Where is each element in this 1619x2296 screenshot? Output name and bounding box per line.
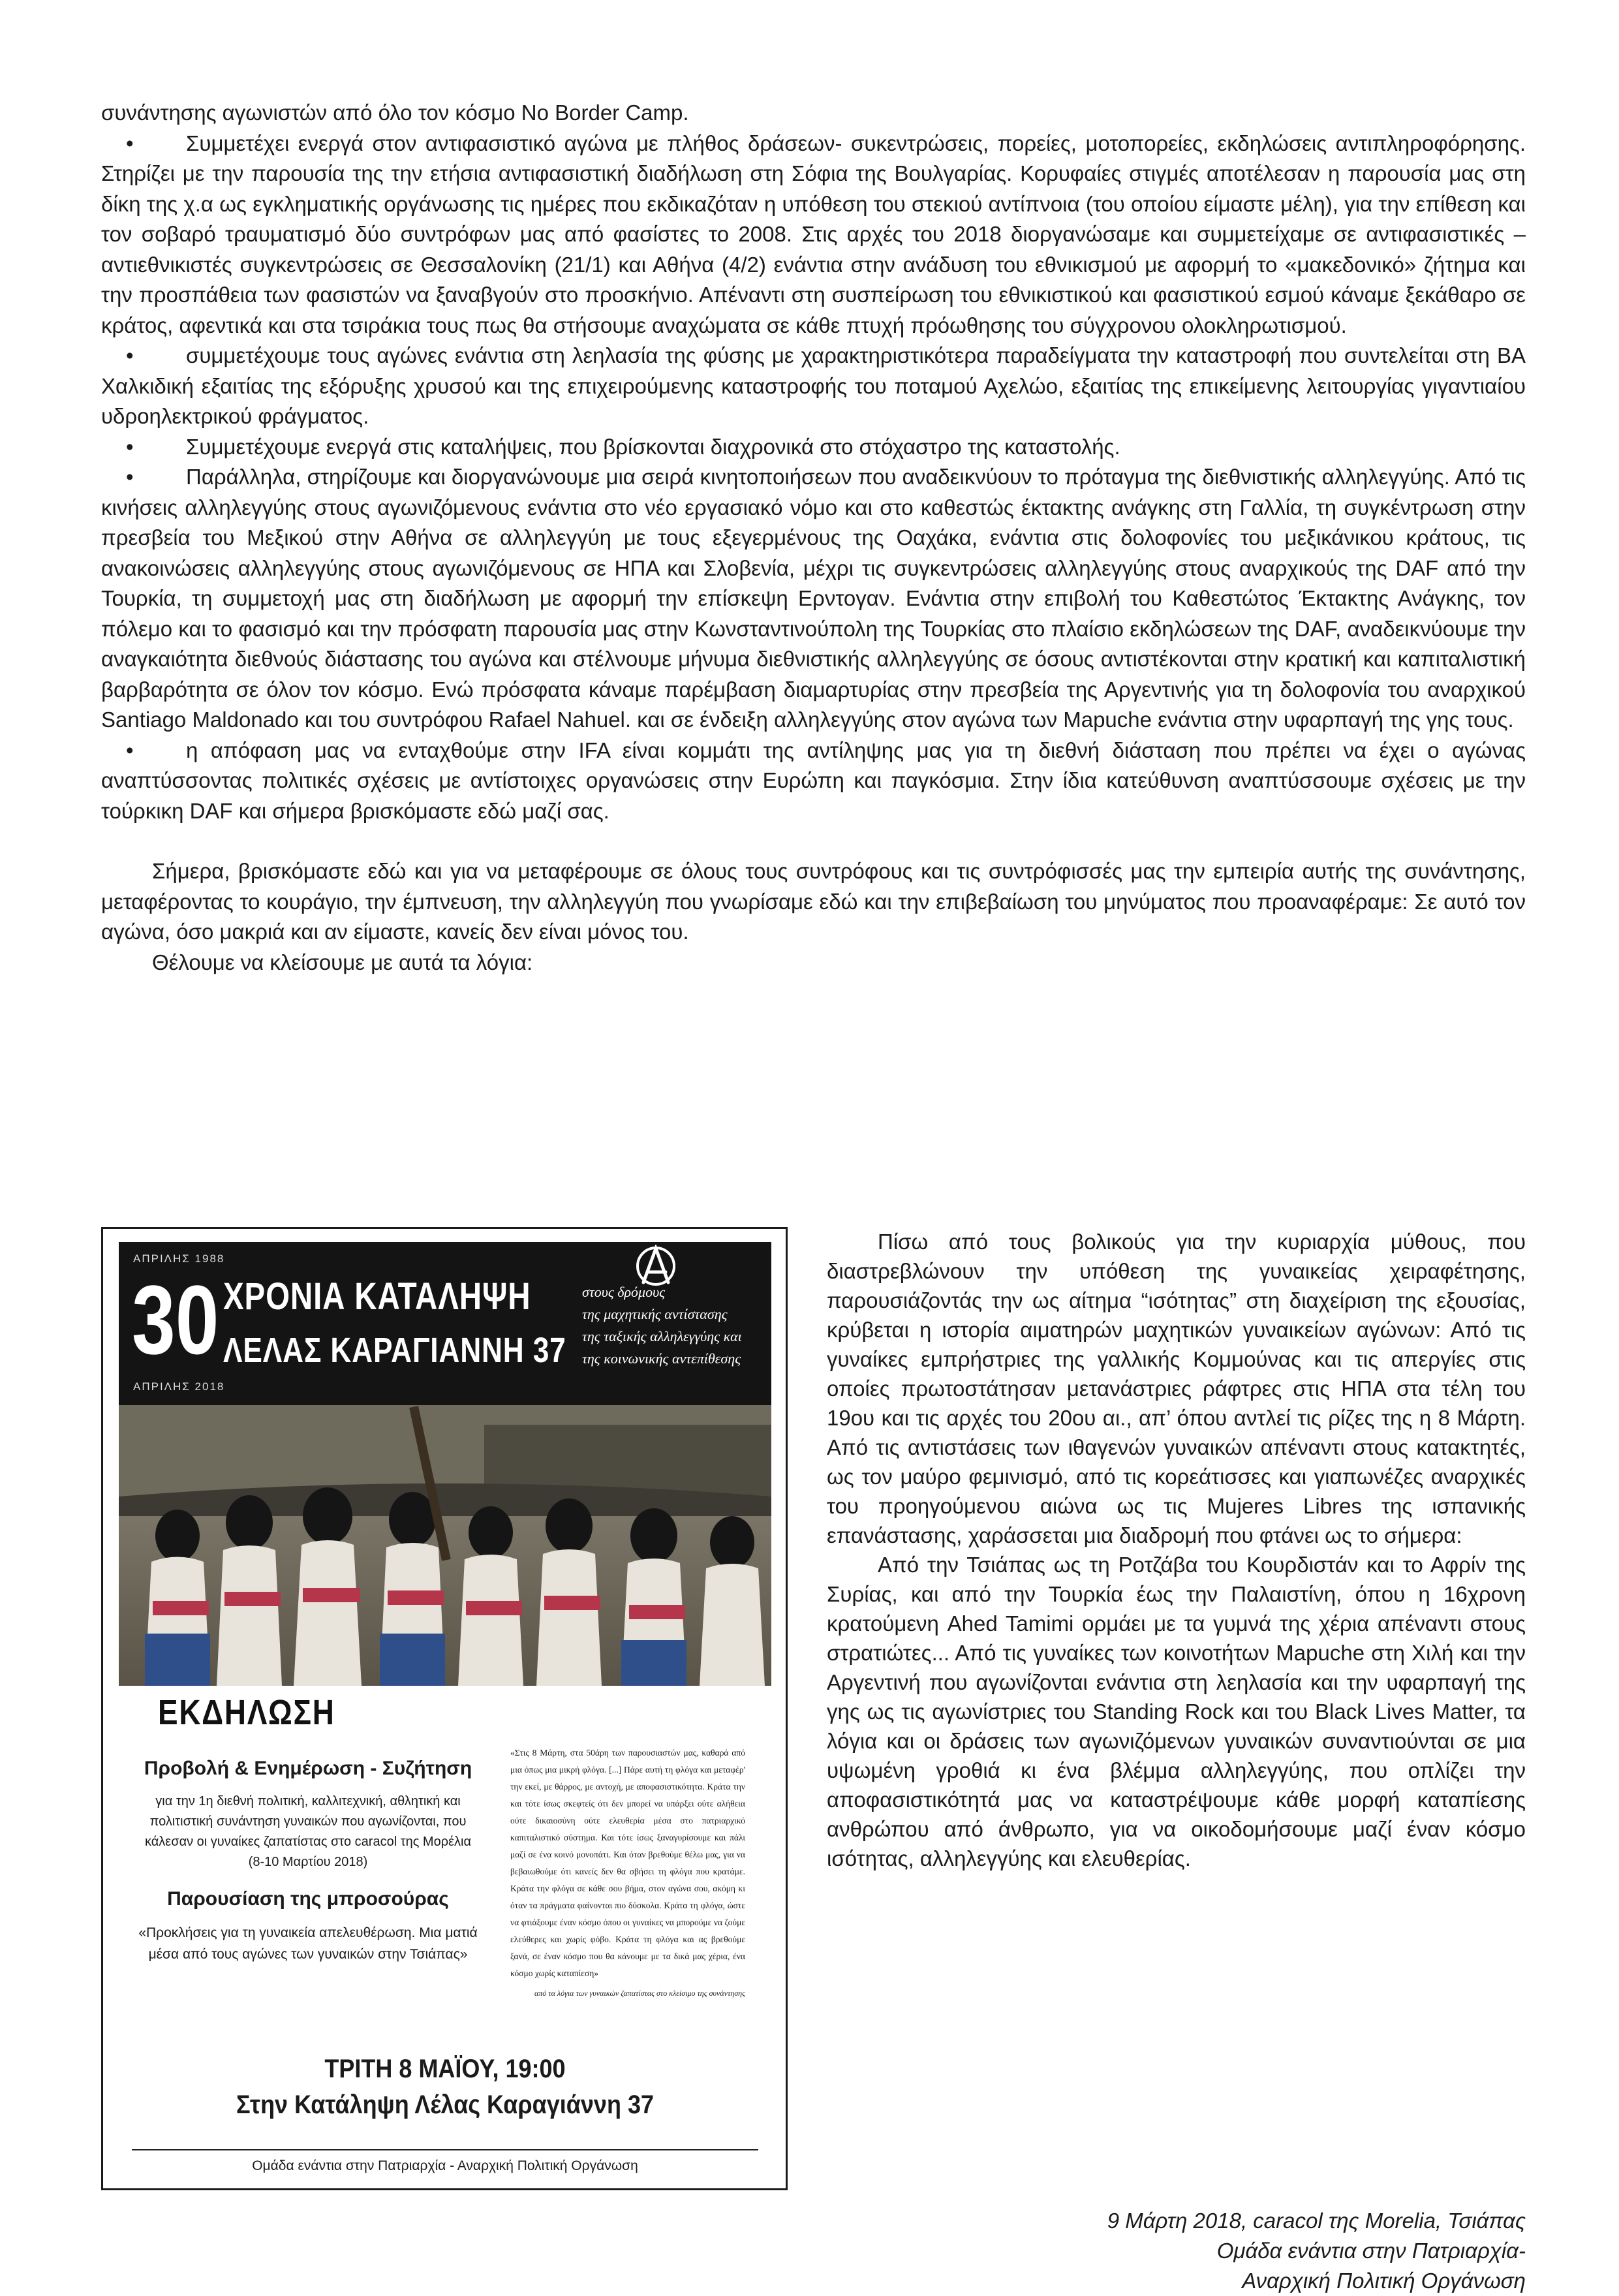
tagline-line: της μαχητικής αντίστασης [582,1306,728,1322]
right-paragraph: Πίσω από τους βολικούς για την κυριαρχία μύθους, που διαστρεβλώνουν την υπόθεση της γυναικείας χειραφέτησης, παρουσιάζοντάς την ως αίτημα “ισότητας” στη διαχείριση της εξουσίας, κρύβεται η ιστορία αιματηρών μαχητικών γυναικείων αγώνων: Από τις γυναίκες εμπρήστριες της γαλλικής Κομμούνας και τις απεργίες στις οποίες πρωτοστάτησαν μετανάστριες ράφτρες στις ΗΠΑ στα τέλη του 19ου και τις αρχές του 20ου αι., απ’ όπου αντλεί τις ρίζες της η 8 Μάρτη. Από τις αντιστάσεις των ιθαγενών γυναικών απέναντι στους κατακτητές, ως τον μαύρο φεμινισμό, από τις κορεάτισσες και γιαπωνέζες αναρχικές του προηγούμενου αιώνα ως τις Mujeres Libres της ισπανικής επανάστασης, χαράσσεται μια διαδρομή που φτάνει ως το σήμερα: [827,1230,1526,1547]
poster-place: Στην Κατάληψη Λέλας Καραγιάννη 37 [236,2090,654,2119]
bullet-dot: • [126,434,134,459]
bullet-item [101,462,1526,736]
poster-big-number: 30 [132,1265,219,1374]
poster-quote-text: «Στις 8 Μάρτη, στα 50άρη των παρουσιαστών μας, καθαρά από μια όπως μια μικρή φλόγα. [...] Πάρε αυτή τη φλόγα και μεταφέρ' την εκεί, με θάρρος, με αντοχή, με αποφασιστικότητα. Κράτα την και τότε ίσως σκεφτείς ότι δεν μπορεί να υπάρξει ούτε αλήθεια ούτε δικαιοσύνη ούτε ελευθερία μέσα στο πατριαρχικό καπιταλιστικό σύστημα. Και τότε ίσως ξαναγυρίσουμε και πάλι μαζί σε ένα κοινό μονοπάτι. Και όταν βρεθούμε θέλω μας, για να βεβαιωθούμε ότι κανείς δεν θα σβήσει τη φλόγα που κρατάμε. Κράτα την φλόγα σε κάθε σου βήμα, στον αγώνα σου, ακόμη κι όταν τα πράγματα φαίνονται πιο δύσκολα. Κράτα τη φλόγα, ώστε να φτιάξουμε έναν κόσμο όπου οι γυναίκες να μπορούμε να ζούμε ελεύθερες και χωρίς φόβο. Κράτα τη φλόγα και ας βρεθούμε ξανά, σε έναν κόσμο που θα κάνουμε με τα δικά μας χέρια, ένα κόσμο χωρίς καταπίεση» [510,1748,745,1978]
right-paragraph: Από την Τσιάπας ως τη Ροτζάβα του Κουρδιστάν και το Αφρίν της Συρίας, και από την Τουρκία έως την Παλαιστίνη, όπου η 16χρονη κρατούμενη Ahed Tamimi ορμάει με τα γυμνά της χέρια απέναντι στους στρατιώτες... Από τις γυναίκες των κοινοτήτων Mapuche στη Χιλή και την Αργεντινή που αγωνίζονται ενάντια στη λεηλασία και την υφαρπαγή της γης ως τις αγωνίστριες του Standing Rock και του Black Lives Matter, τα λόγια και οι δράσεις των αγωνιζόμενων γυναικών συναντιούνται σε μια υψωμένη γροθιά κι ένα βλέμμα αλληλεγγύης, που οπλίζει την αποφασιστικότητά μας να καταστρέψουμε κάθε μορφή καταπίεσης ανθρώπου από άνθρωπο, για να οικοδομήσουμε μαζί έναν κόσμο ισότητας, αλληλεγγύης και ελευθερίας. [827,1553,1526,1870]
tagline-line: της κοινωνικής αντεπίθεσης [582,1350,741,1367]
poster-details [119,1686,771,2182]
poster-photo-zapatista-women [119,1405,771,1686]
right-column-text [827,1227,1526,1873]
poster-event-info [138,1758,478,1965]
bullet-text: Παράλληλα, στηρίζουμε και διοργανώνουμε μια σειρά κινητοποιήσεων που αναδεικνύουν το πρόταγμα της διεθνιστικής αλληλεγγύης. Από τις κινήσεις αλληλεγγύης στους αγωνιζόμενους ενάντια στο νέο εργασιακό νόμο και στο καθεστώς έκτακτης ανάγκης στη Γαλλία, τη συγκέντρωση στην πρεσβεία του Μεξικού στην Αθήνα σε αλληλεγγύη με τους εξεγερμένους της Οαχάκα, ενάντια στις δολοφονίες του μεξικάνικου κράτους, τις ανακοινώσεις αλληλεγγύης στους αγωνιζόμενους σε ΗΠΑ και Σλοβενία, μέχρι τις συγκεντρώσεις αλληλεγγύης στους αναρχικούς της DAF από την Τουρκία, τη συμμετοχή μας στη διαδήλωση με αφορμή την επίσκεψη Ερντογαν. Ενάντια στην επιβολή του Καθεστώτος Έκτακτης Ανάγκης, τον πόλεμο και το φασισμό και την πρόσφατη παρουσία μας στην Κωνσταντινούπολη της Τουρκίας στο πλαίσιο εκδηλώσεων της DAF, αναδεικνύουμε την αναγκαιότητα διεθνούς διάστασης του αγώνα και στέλνουμε μήνυμα διεθνιστικής αλληλεγγύης σε όσους αντιστέκονται στην κρατική και καπιταλιστική βαρβαρότητα σε όλον τον κόσμο. Ενώ πρόσφατα κάναμε παρέμβαση διαμαρτυρίας στην πρεσβεία της Αργεντινής για τη δολοφονία του αναρχικού Santiago Maldonado και του συντρόφου Rafael Nahuel. και σε ένδειξη αλληλεγγύης στον αγώνα των Mapuche ενάντια στην υφαρπαγή της γης τους. [101,465,1526,732]
bullet-text: συμμετέχουμε τους αγώνες ενάντια στη λεηλασία της φύσης με χαρακτηριστικότερα παραδείγματα την καταστροφή που συντελείται στη ΒΑ Χαλκιδική εξαιτίας της εξόρυξης χρυσού και της επιχειρούμενης καταστροφής του ποταμού Αχελώο, εξαιτίας της επικείμενης λειτουργίας γιγαντιαίου υδροηλεκτρικού φράγματος. [101,343,1526,428]
poster-brochure-title: «Προκλήσεις για τη γυναικεία απελευθέρωση. Μια ματιά μέσα από τους αγώνες των γυναικών στην Τσιάπας» [138,1925,478,1962]
bullet-dot: • [126,131,134,155]
paragraph-today: Σήμερα, βρισκόμαστε εδώ και για να μεταφέρουμε σε όλους τους συντρόφους και τις συντρόφισσές μας την εμπειρία αυτής της συνάντησης, μεταφέροντας το κουράγιο, την έμπνευση, την αλληλεγγύη που γνωρίσαμε εδώ και την επιβεβαίωση του μηνύματος που προαναφέραμε: Σε αυτό τον αγώνα, όσο μακριά και αν είμαστε, κανείς δεν είναι μόνος του. [101,859,1526,944]
lower-section [101,1227,1526,2293]
bullet-dot: • [126,465,134,489]
poster-quote [510,1745,745,2002]
poster-event-word: ΕΚΔΗΛΩΣΗ [158,1693,335,1732]
poster-quote-signature: από τα λόγια των γυναικών ζαπατίστας στο κλείσιμο της συνάντησης [534,1989,745,1998]
bullet-item [101,432,1526,463]
signature-line: Ομάδα ενάντια στην Πατριαρχία- [1216,2239,1526,2263]
poster-tagline [582,1281,771,1370]
poster-year-bottom: ΑΠΡΙΛΗΣ 2018 [133,1380,225,1393]
poster-title-line1: ΧΡΟΝΙΑ ΚΑΤΑΛΗΨΗ [223,1275,531,1318]
bullet-item [101,129,1526,341]
signature-line: 9 Μάρτη 2018, caracol της Morelia, Τσιάπας [1107,2209,1526,2233]
signature-block [938,2206,1526,2296]
paragraph-close: Θέλουμε να κλείσουμε με αυτά τα λόγια: [152,950,533,974]
bullet-text: Συμμετέχουμε ενεργά στις καταλήψεις, που βρίσκονται διαχρονικά στο στόχαστρο της καταστολής. [186,434,1120,459]
poster-year-top: ΑΠΡΙΛΗΣ 1988 [133,1252,225,1265]
bullet-text: η απόφαση μας να ενταχθούμε στην IFA είναι κομμάτι της αντίληψης μας για τη διεθνή διάσταση που πρέπει να έχει ο αγώνας αναπτύσσοντας πολιτικές σχέσεις με αντίστοιχες οργανώσεις στην Ευρώπη και παγκόσμια. Στην ίδια κατεύθυνση αναπτύσσουμε σχέσεις με την τούρκικη DAF και σήμερα βρισκόμαστε εδώ μαζί σας. [101,737,1526,823]
signature-line: Αναρχική Πολιτική Οργάνωση [1242,2269,1526,2293]
poster-footer: Ομάδα ενάντια στην Πατριαρχία - Αναρχική Πολιτική Οργάνωση [252,2158,638,2173]
bullet-item [101,341,1526,432]
poster-heading-screening: Προβολή & Ενημέρωση - Συζήτηση [144,1758,472,1779]
tagline-line: στους δρόμους [582,1284,666,1300]
tagline-line: της ταξικής αλληλεγγύης και [582,1328,742,1344]
poster-heading-brochure: Παρουσίαση της μπροσούρας [167,1888,449,1910]
poster-header [119,1242,771,1405]
bullet-dot: • [126,737,134,762]
bullet-item [101,736,1526,827]
poster-divider [132,2149,758,2150]
event-poster [101,1227,788,2190]
poster-title-line2: ΛΕΛΑΣ ΚΑΡΑΓΙΑΝΝΗ 37 [223,1331,566,1370]
bullet-text: Συμμετέχει ενεργά στον αντιφασιστικό αγώνα με πλήθος δράσεων- συκεντρώσεις, πορείες, μοτοπορείες, εκδηλώσεις αντιπληροφόρησης. Στηρίζει με την παρουσία της την ετήσια αντιφασιστική διαδήλωση στη Σόφια της Βουλγαρίας. Κορυφαίες στιγμές αποτέλεσαν η παρουσία μας στη δίκη της χ.α ως εγκληματικής οργάνωσης τις ημέρες που εκδικαζόταν η υπόθεση του στεκιού αντίπνοια (του οποίου είμαστε μέλη), για την επίθεση και τον σοβαρό τραυματισμό δύο συντρόφων μας από φασίστες το 2008. Στις αρχές του 2018 διοργανώσαμε και συμμετείχαμε σε αντιφασιστικές – αντιεθνικιστές συγκεντρώσεις σε Θεσσαλονίκη (21/1) και Αθήνα (4/2) ενάντια στην ανάδυση του εθνικισμού με αφορμή το «μακεδονικό» ζήτημα και την προσπάθεια των φασιστών να ξαναβγούν στο προσκήνιο. Απέναντι στη συσπείρωση του εθνικιστικού και φασιστικού εσμού κάναμε ξεκάθαρο σε κράτος, αφεντικά και στα τσιράκια τους πως θα στήσουμε αναχώματα σε κάθε πτυχή πρόωθησης του σύγχρονου ολοκληρωτισμού. [101,131,1526,337]
poster-description: για την 1η διεθνή πολιτική, καλλιτεχνική, αθλητική και πολιτιστική συνάντηση γυναικών που αγωνίζονται, που κάλεσαν οι γυναίκες ζαπατίστας στο caracol της Μορέλια (8-10 Μαρτίου 2018) [144,1794,472,1869]
main-text [101,98,1526,978]
bullet-dot: • [126,343,134,367]
intro-line: συνάντησης αγωνιστών από όλο τον κόσμο No Border Camp. [101,101,689,125]
poster-date: ΤΡΙΤΗ 8 ΜΑΪΟΥ, 19:00 [324,2055,566,2083]
